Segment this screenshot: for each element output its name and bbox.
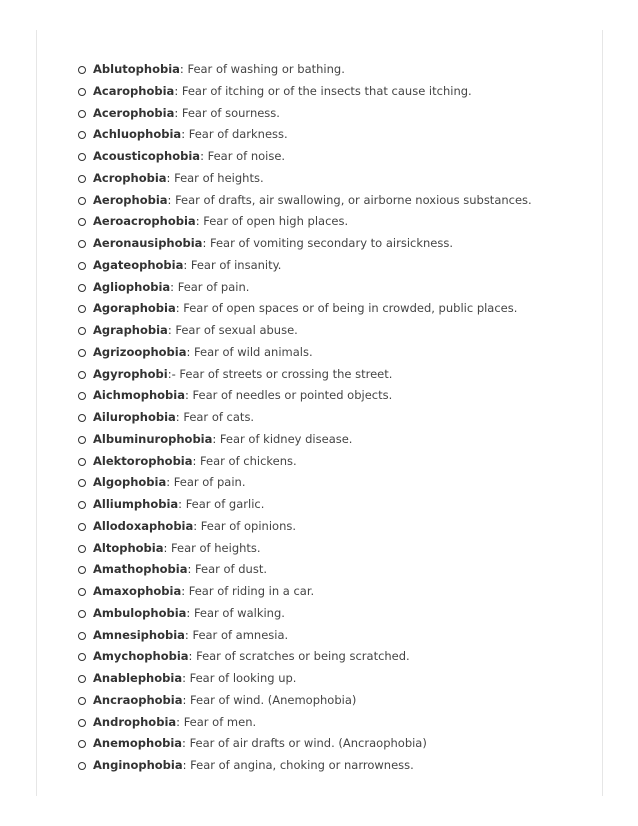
phobia-list bbox=[78, 59, 598, 777]
phobia-term: Acrophobia bbox=[93, 170, 167, 185]
term-separator: : bbox=[174, 83, 182, 98]
term-separator: : bbox=[182, 671, 190, 685]
term-separator: : bbox=[175, 410, 184, 424]
circle-bullet-icon bbox=[78, 197, 86, 205]
phobia-definition: Fear of sexual abuse. bbox=[175, 323, 298, 337]
list-item bbox=[78, 559, 598, 581]
list-item bbox=[78, 233, 598, 255]
circle-bullet-icon bbox=[78, 653, 86, 661]
term-separator: : bbox=[195, 214, 204, 229]
circle-bullet-icon bbox=[78, 284, 86, 292]
phobia-definition: Fear of pain. bbox=[177, 279, 250, 294]
phobia-definition: Fear of wind. (Anemophobia) bbox=[190, 692, 357, 707]
circle-bullet-icon bbox=[78, 719, 86, 727]
list-item bbox=[78, 429, 598, 451]
phobia-definition: Fear of amnesia. bbox=[192, 627, 289, 642]
phobia-term: Algophobia bbox=[93, 475, 167, 490]
circle-bullet-icon bbox=[78, 697, 86, 705]
list-item bbox=[78, 472, 598, 494]
phobia-term: Ailurophobia bbox=[93, 410, 176, 424]
phobia-definition: Fear of streets or crossing the street. bbox=[179, 366, 393, 381]
term-separator: : bbox=[184, 627, 193, 642]
list-item bbox=[78, 494, 598, 516]
circle-bullet-icon bbox=[78, 371, 86, 379]
term-separator: : bbox=[178, 497, 186, 511]
term-separator: : bbox=[187, 562, 196, 577]
circle-bullet-icon bbox=[78, 414, 86, 422]
list-item bbox=[78, 407, 598, 429]
phobia-definition: Fear of looking up. bbox=[189, 671, 297, 685]
phobia-definition: Fear of noise. bbox=[207, 149, 286, 163]
term-separator: : bbox=[167, 192, 176, 207]
term-separator: : bbox=[212, 431, 220, 446]
list-item bbox=[78, 277, 598, 299]
phobia-term: Allodoxaphobia bbox=[93, 518, 194, 533]
phobia-term: Amychophobia bbox=[93, 649, 189, 664]
circle-bullet-icon bbox=[78, 458, 86, 466]
term-separator: : bbox=[182, 692, 191, 707]
circle-bullet-icon bbox=[78, 66, 86, 74]
phobia-definition: Fear of vomiting secondary to airsickness. bbox=[209, 236, 453, 250]
phobia-definition: Fear of chickens. bbox=[200, 453, 297, 468]
list-item bbox=[78, 733, 598, 755]
phobia-term: Acarophobia bbox=[93, 83, 175, 98]
list-item bbox=[78, 124, 598, 146]
list-item bbox=[78, 385, 598, 407]
circle-bullet-icon bbox=[78, 218, 86, 226]
phobia-term: Anginophobia bbox=[93, 758, 183, 772]
term-separator: : bbox=[176, 714, 184, 729]
phobia-term: Agateophobia bbox=[93, 257, 184, 272]
phobia-term: Agrizoophobia bbox=[93, 344, 187, 359]
circle-bullet-icon bbox=[78, 588, 86, 596]
circle-bullet-icon bbox=[78, 740, 86, 748]
term-separator: : bbox=[188, 649, 197, 664]
circle-bullet-icon bbox=[78, 479, 86, 487]
phobia-definition: Fear of needles or pointed objects. bbox=[192, 388, 393, 403]
term-separator: : bbox=[184, 388, 193, 403]
phobia-term: Agraphobia bbox=[93, 323, 168, 337]
phobia-definition: Fear of men. bbox=[183, 714, 257, 729]
list-item bbox=[78, 581, 598, 603]
circle-bullet-icon bbox=[78, 110, 86, 118]
phobia-term: Achluophobia bbox=[93, 127, 182, 142]
list-item bbox=[78, 59, 598, 81]
phobia-term: Anablephobia bbox=[93, 671, 183, 685]
circle-bullet-icon bbox=[78, 153, 86, 161]
phobia-definition: Fear of pain. bbox=[173, 475, 246, 490]
list-item bbox=[78, 625, 598, 647]
phobia-definition: Fear of heights. bbox=[171, 540, 261, 555]
circle-bullet-icon bbox=[78, 392, 86, 400]
phobia-definition: Fear of insanity. bbox=[190, 257, 282, 272]
phobia-definition: Fear of drafts, air swallowing, or airborne noxious substances. bbox=[175, 192, 532, 207]
phobia-definition: Fear of itching or of the insects that cause itching. bbox=[181, 83, 472, 98]
phobia-term: Agyrophobi bbox=[93, 366, 168, 381]
right-margin-rule bbox=[602, 30, 603, 796]
circle-bullet-icon bbox=[78, 501, 86, 509]
phobia-term: Ambulophobia bbox=[93, 605, 187, 620]
phobia-term: Androphobia bbox=[93, 714, 177, 729]
phobia-definition: Fear of kidney disease. bbox=[219, 431, 353, 446]
phobia-term: Aerophobia bbox=[93, 192, 168, 207]
list-item bbox=[78, 603, 598, 625]
list-item bbox=[78, 146, 598, 168]
term-separator: : bbox=[202, 236, 210, 250]
circle-bullet-icon bbox=[78, 675, 86, 683]
circle-bullet-icon bbox=[78, 88, 86, 96]
term-separator: : bbox=[163, 540, 172, 555]
left-margin-rule bbox=[36, 30, 37, 796]
circle-bullet-icon bbox=[78, 131, 86, 139]
phobia-definition: Fear of cats. bbox=[183, 410, 255, 424]
term-separator: : bbox=[182, 758, 191, 772]
list-item bbox=[78, 342, 598, 364]
phobia-term: Agoraphobia bbox=[93, 301, 176, 316]
list-item bbox=[78, 451, 598, 473]
phobia-term: Altophobia bbox=[93, 540, 164, 555]
term-separator: : bbox=[166, 475, 174, 490]
circle-bullet-icon bbox=[78, 610, 86, 618]
circle-bullet-icon bbox=[78, 175, 86, 183]
phobia-term: Alliumphobia bbox=[93, 497, 179, 511]
list-item bbox=[78, 81, 598, 103]
circle-bullet-icon bbox=[78, 436, 86, 444]
circle-bullet-icon bbox=[78, 349, 86, 357]
phobia-term: Aichmophobia bbox=[93, 388, 185, 403]
list-item bbox=[78, 646, 598, 668]
circle-bullet-icon bbox=[78, 262, 86, 270]
phobia-definition: Fear of open high places. bbox=[203, 214, 349, 229]
list-item bbox=[78, 364, 598, 386]
circle-bullet-icon bbox=[78, 566, 86, 574]
list-item bbox=[78, 538, 598, 560]
phobia-definition: Fear of wild animals. bbox=[194, 344, 313, 359]
phobia-term: Amaxophobia bbox=[93, 584, 182, 598]
term-separator: : bbox=[174, 105, 182, 120]
circle-bullet-icon bbox=[78, 327, 86, 335]
list-item bbox=[78, 668, 598, 690]
term-separator: : bbox=[170, 279, 178, 294]
list-item bbox=[78, 516, 598, 538]
list-item bbox=[78, 190, 598, 212]
term-separator: : bbox=[167, 323, 176, 337]
circle-bullet-icon bbox=[78, 632, 86, 640]
phobia-definition: Fear of scratches or being scratched. bbox=[196, 649, 410, 664]
phobia-definition: Fear of riding in a car. bbox=[188, 584, 315, 598]
term-separator: : bbox=[186, 605, 194, 620]
term-separator: :- bbox=[167, 366, 180, 381]
list-item bbox=[78, 755, 598, 777]
list-item bbox=[78, 320, 598, 342]
phobia-definition: Fear of darkness. bbox=[188, 127, 288, 142]
term-separator: : bbox=[181, 127, 189, 142]
term-separator: : bbox=[183, 257, 191, 272]
phobia-definition: Fear of open spaces or of being in crowded, public places. bbox=[183, 301, 518, 316]
circle-bullet-icon bbox=[78, 545, 86, 553]
list-item bbox=[78, 211, 598, 233]
phobia-term: Acousticophobia bbox=[93, 149, 201, 163]
phobia-term: Agliophobia bbox=[93, 279, 171, 294]
phobia-term: Ablutophobia bbox=[93, 62, 180, 76]
phobia-term: Aeroacrophobia bbox=[93, 214, 196, 229]
phobia-definition: Fear of sourness. bbox=[181, 105, 280, 120]
phobia-term: Acerophobia bbox=[93, 105, 175, 120]
phobia-definition: Fear of walking. bbox=[193, 605, 285, 620]
term-separator: : bbox=[186, 344, 195, 359]
phobia-term: Ancraophobia bbox=[93, 692, 183, 707]
term-separator: : bbox=[200, 149, 208, 163]
phobia-term: Amnesiphobia bbox=[93, 627, 185, 642]
circle-bullet-icon bbox=[78, 240, 86, 248]
term-separator: : bbox=[181, 584, 189, 598]
list-item bbox=[78, 298, 598, 320]
phobia-term: Aeronausiphobia bbox=[93, 236, 203, 250]
phobia-term: Alektorophobia bbox=[93, 453, 193, 468]
phobia-definition: Fear of heights. bbox=[174, 170, 264, 185]
circle-bullet-icon bbox=[78, 305, 86, 313]
phobia-definition: Fear of washing or bathing. bbox=[187, 62, 345, 76]
phobia-term: Albuminurophobia bbox=[93, 431, 213, 446]
phobia-definition: Fear of angina, choking or narrowness. bbox=[190, 758, 414, 772]
list-item bbox=[78, 712, 598, 734]
list-item bbox=[78, 255, 598, 277]
circle-bullet-icon bbox=[78, 523, 86, 531]
list-item bbox=[78, 168, 598, 190]
phobia-definition: Fear of garlic. bbox=[185, 497, 265, 511]
phobia-term: Anemophobia bbox=[93, 736, 183, 751]
term-separator: : bbox=[193, 518, 201, 533]
term-separator: : bbox=[192, 453, 201, 468]
phobia-term: Amathophobia bbox=[93, 562, 188, 577]
term-separator: : bbox=[179, 62, 188, 76]
phobia-definition: Fear of air drafts or wind. (Ancraophobia) bbox=[189, 736, 427, 751]
circle-bullet-icon bbox=[78, 762, 86, 770]
list-item bbox=[78, 103, 598, 125]
phobia-definition: Fear of dust. bbox=[195, 562, 267, 577]
term-separator: : bbox=[166, 170, 175, 185]
phobia-definition: Fear of opinions. bbox=[200, 518, 296, 533]
list-item bbox=[78, 690, 598, 712]
term-separator: : bbox=[182, 736, 190, 751]
term-separator: : bbox=[175, 301, 184, 316]
